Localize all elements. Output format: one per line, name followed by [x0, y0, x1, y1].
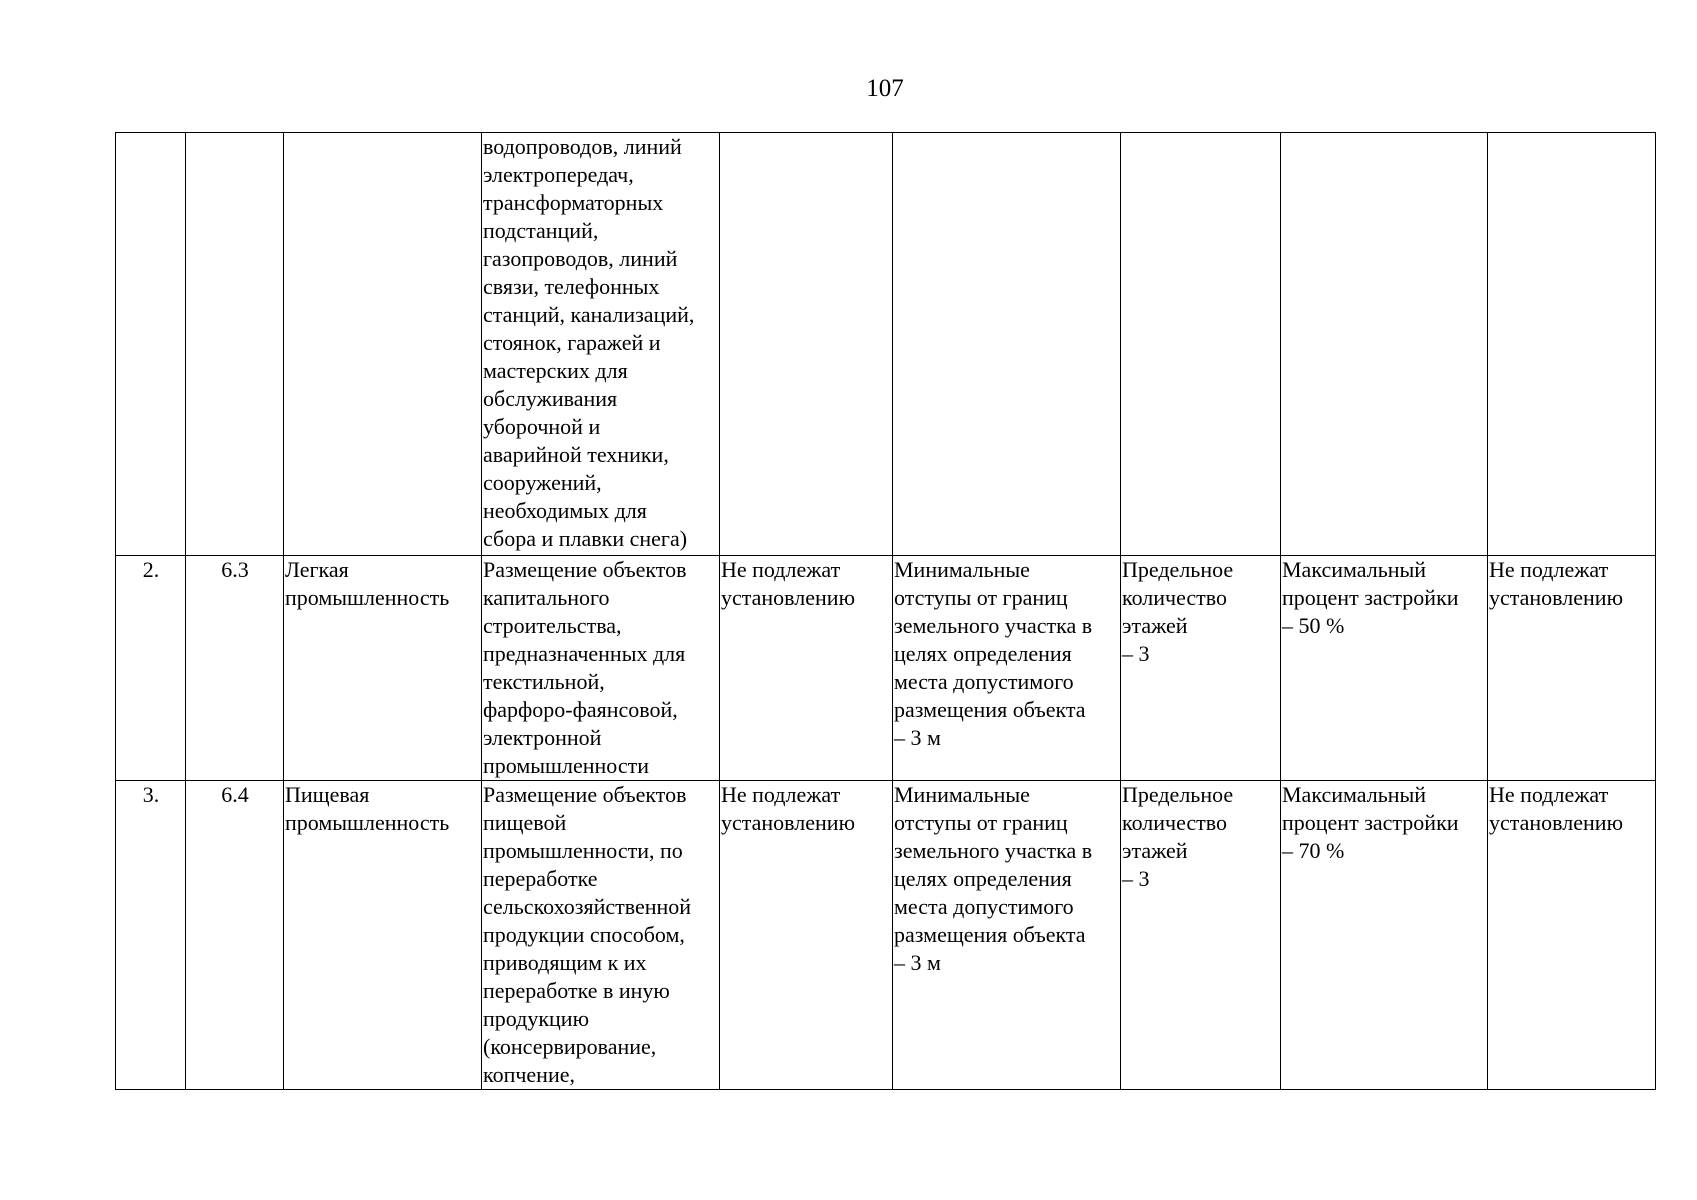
other-params-cell [1488, 133, 1656, 556]
use-name-cell: Пищевая промышленность [284, 781, 482, 1090]
coverage-cell: Максимальный процент застройки – 70 % [1281, 781, 1488, 1090]
other-params-cell: Не подлежат установлению [1488, 556, 1656, 781]
coverage-cell [1281, 133, 1488, 556]
other-params-cell: Не подлежат установлению [1488, 781, 1656, 1090]
table-row [116, 133, 1656, 556]
use-description-cell: Размещение объектов пищевой промышленности, по переработке сельскохозяйственной продукции способом, приводящим к их переработке в иную продукцию (консервирование, копчение, [482, 781, 720, 1090]
floors-cell [1121, 133, 1281, 556]
land-use-table [115, 132, 1656, 1090]
floors-cell: Предельное количество этажей – 3 [1121, 781, 1281, 1090]
plot-size-cell [720, 133, 893, 556]
floors-cell: Предельное количество этажей – 3 [1121, 556, 1281, 781]
row-number-cell: 3. [116, 781, 186, 1090]
use-name-cell: Легкая промышленность [284, 556, 482, 781]
table-row [116, 556, 1656, 781]
use-name-cell [284, 133, 482, 556]
use-code-cell: 6.3 [186, 556, 284, 781]
row-number-cell [116, 133, 186, 556]
setbacks-cell [893, 133, 1121, 556]
coverage-cell: Максимальный процент застройки – 50 % [1281, 556, 1488, 781]
page-number: 107 [866, 75, 904, 102]
table-row [116, 781, 1656, 1090]
row-number-cell: 2. [116, 556, 186, 781]
plot-size-cell: Не подлежат установлению [720, 781, 893, 1090]
setbacks-cell: Минимальные отступы от границ земельного участка в целях определения места допустимого размещения объекта – 3 м [893, 556, 1121, 781]
use-description-cell: водопроводов, линий электропередач, трансформаторных подстанций, газопроводов, линий связи, телефонных станций, канализаций, стоянок, гаражей и мастерских для обслуживания уборочной и аварийной техники, сооружений, необходимых для сбора и плавки снега) [482, 133, 720, 556]
use-code-cell: 6.4 [186, 781, 284, 1090]
use-description-cell: Размещение объектов капитального строительства, предназначенных для текстильной, фарфоро-фаянсовой, электронной промышленности [482, 556, 720, 781]
plot-size-cell: Не подлежат установлению [720, 556, 893, 781]
use-code-cell [186, 133, 284, 556]
setbacks-cell: Минимальные отступы от границ земельного участка в целях определения места допустимого размещения объекта – 3 м [893, 781, 1121, 1090]
